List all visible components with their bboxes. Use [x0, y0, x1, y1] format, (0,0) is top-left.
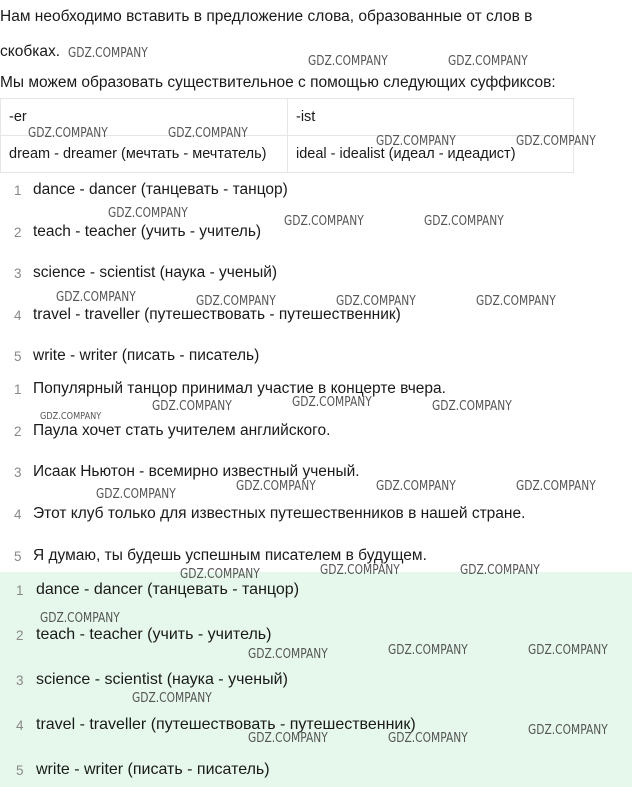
- item-number: 2: [14, 225, 22, 240]
- item-number: 4: [14, 507, 22, 522]
- suffix-ist-example: ideal - idealist (идеал - идеадист): [288, 136, 574, 173]
- watermark: GDZ.COMPANY: [132, 691, 212, 706]
- item-text: write - writer (писать - писатель): [36, 761, 270, 778]
- intro-line-1: Нам необходимо вставить в предложение слова, образованные от слов в: [0, 8, 533, 25]
- watermark: GDZ.COMPANY: [292, 395, 372, 410]
- item-number: 3: [14, 465, 22, 480]
- item-text: dance - dancer (танцевать - танцор): [36, 581, 300, 598]
- item-number: 4: [14, 308, 22, 323]
- answer-box: [0, 572, 632, 787]
- watermark: GDZ.COMPANY: [248, 731, 328, 746]
- watermark: GDZ.COMPANY: [196, 294, 276, 309]
- item-text: Исаак Ньютон - всемирно известный ученый.: [33, 463, 360, 480]
- watermark: GDZ.COMPANY: [460, 563, 540, 578]
- watermark: GDZ.COMPANY: [236, 479, 316, 494]
- item-number: 1: [14, 382, 22, 397]
- intro-line-3: Мы можем образовать существительное с помощью следующих суффиксов:: [0, 74, 556, 91]
- watermark: GDZ.COMPANY: [68, 46, 148, 61]
- item-number: 2: [14, 424, 22, 439]
- item-text: Паула хочет стать учителем английского.: [33, 422, 331, 439]
- item-text: teach - teacher (учить - учитель): [33, 223, 262, 240]
- watermark: GDZ.COMPANY: [388, 643, 468, 658]
- item-number: 3: [16, 673, 24, 688]
- watermark: GDZ.COMPANY: [516, 134, 596, 149]
- item-text: science - scientist (наука - ученый): [36, 671, 288, 688]
- watermark: GDZ.COMPANY: [432, 399, 512, 414]
- suffix-table-example-row: [1, 136, 574, 173]
- item-text: travel - traveller (путешествовать - путешественник): [36, 716, 416, 733]
- watermark: GDZ.COMPANY: [108, 206, 188, 221]
- watermark: GDZ.COMPANY: [376, 134, 456, 149]
- item-number: 1: [16, 583, 24, 598]
- item-number: 5: [14, 349, 22, 364]
- watermark: GDZ.COMPANY: [96, 487, 176, 502]
- watermark: GDZ.COMPANY: [388, 731, 468, 746]
- watermark: GDZ.COMPANY: [284, 214, 364, 229]
- item-text: teach - teacher (учить - учитель): [36, 626, 272, 643]
- item-number: 1: [14, 183, 22, 198]
- watermark: GDZ.COMPANY: [516, 479, 596, 494]
- item-text: travel - traveller (путешествовать - путешественник): [33, 306, 401, 323]
- watermark: GDZ.COMPANY: [168, 126, 248, 141]
- item-number: 3: [14, 266, 22, 281]
- watermark: GDZ.COMPANY: [180, 567, 260, 582]
- watermark: GDZ.COMPANY: [248, 647, 328, 662]
- watermark: GDZ.COMPANY: [476, 294, 556, 309]
- item-number: 4: [16, 718, 24, 733]
- watermark: GDZ.COMPANY: [424, 214, 504, 229]
- item-text: dance - dancer (танцевать - танцор): [33, 181, 288, 198]
- suffix-er-header: -er: [1, 99, 288, 136]
- watermark: GDZ.COMPANY: [528, 723, 608, 738]
- item-text: Я думаю, ты будешь успешным писателем в будущем.: [33, 547, 427, 564]
- item-text: Этот клуб только для известных путешественников в нашей стране.: [33, 505, 526, 522]
- intro-line-2: скобках.: [0, 43, 61, 60]
- suffix-ist-header: -ist: [288, 99, 574, 136]
- watermark: GDZ.COMPANY: [336, 294, 416, 309]
- item-number: 5: [14, 549, 22, 564]
- watermark: GDZ.COMPANY: [40, 611, 120, 626]
- item-number: 5: [16, 763, 24, 778]
- item-text: Популярный танцор принимал участие в концерте вчера.: [33, 380, 446, 397]
- watermark: GDZ.COMPANY: [376, 479, 456, 494]
- watermark: GDZ.COMPANY: [308, 54, 388, 69]
- item-number: 2: [16, 628, 24, 643]
- item-text: science - scientist (наука - ученый): [33, 264, 278, 281]
- watermark: GDZ.COMPANY: [28, 126, 108, 141]
- suffix-er-example: dream - dreamer (мечтать - мечтатель): [1, 136, 288, 173]
- item-text: write - writer (писать - писатель): [33, 347, 260, 364]
- watermark: GDZ.COMPANY: [40, 411, 102, 422]
- watermark: GDZ.COMPANY: [528, 643, 608, 658]
- watermark: GDZ.COMPANY: [56, 290, 136, 305]
- watermark: GDZ.COMPANY: [448, 54, 528, 69]
- watermark: GDZ.COMPANY: [152, 399, 232, 414]
- watermark: GDZ.COMPANY: [320, 563, 400, 578]
